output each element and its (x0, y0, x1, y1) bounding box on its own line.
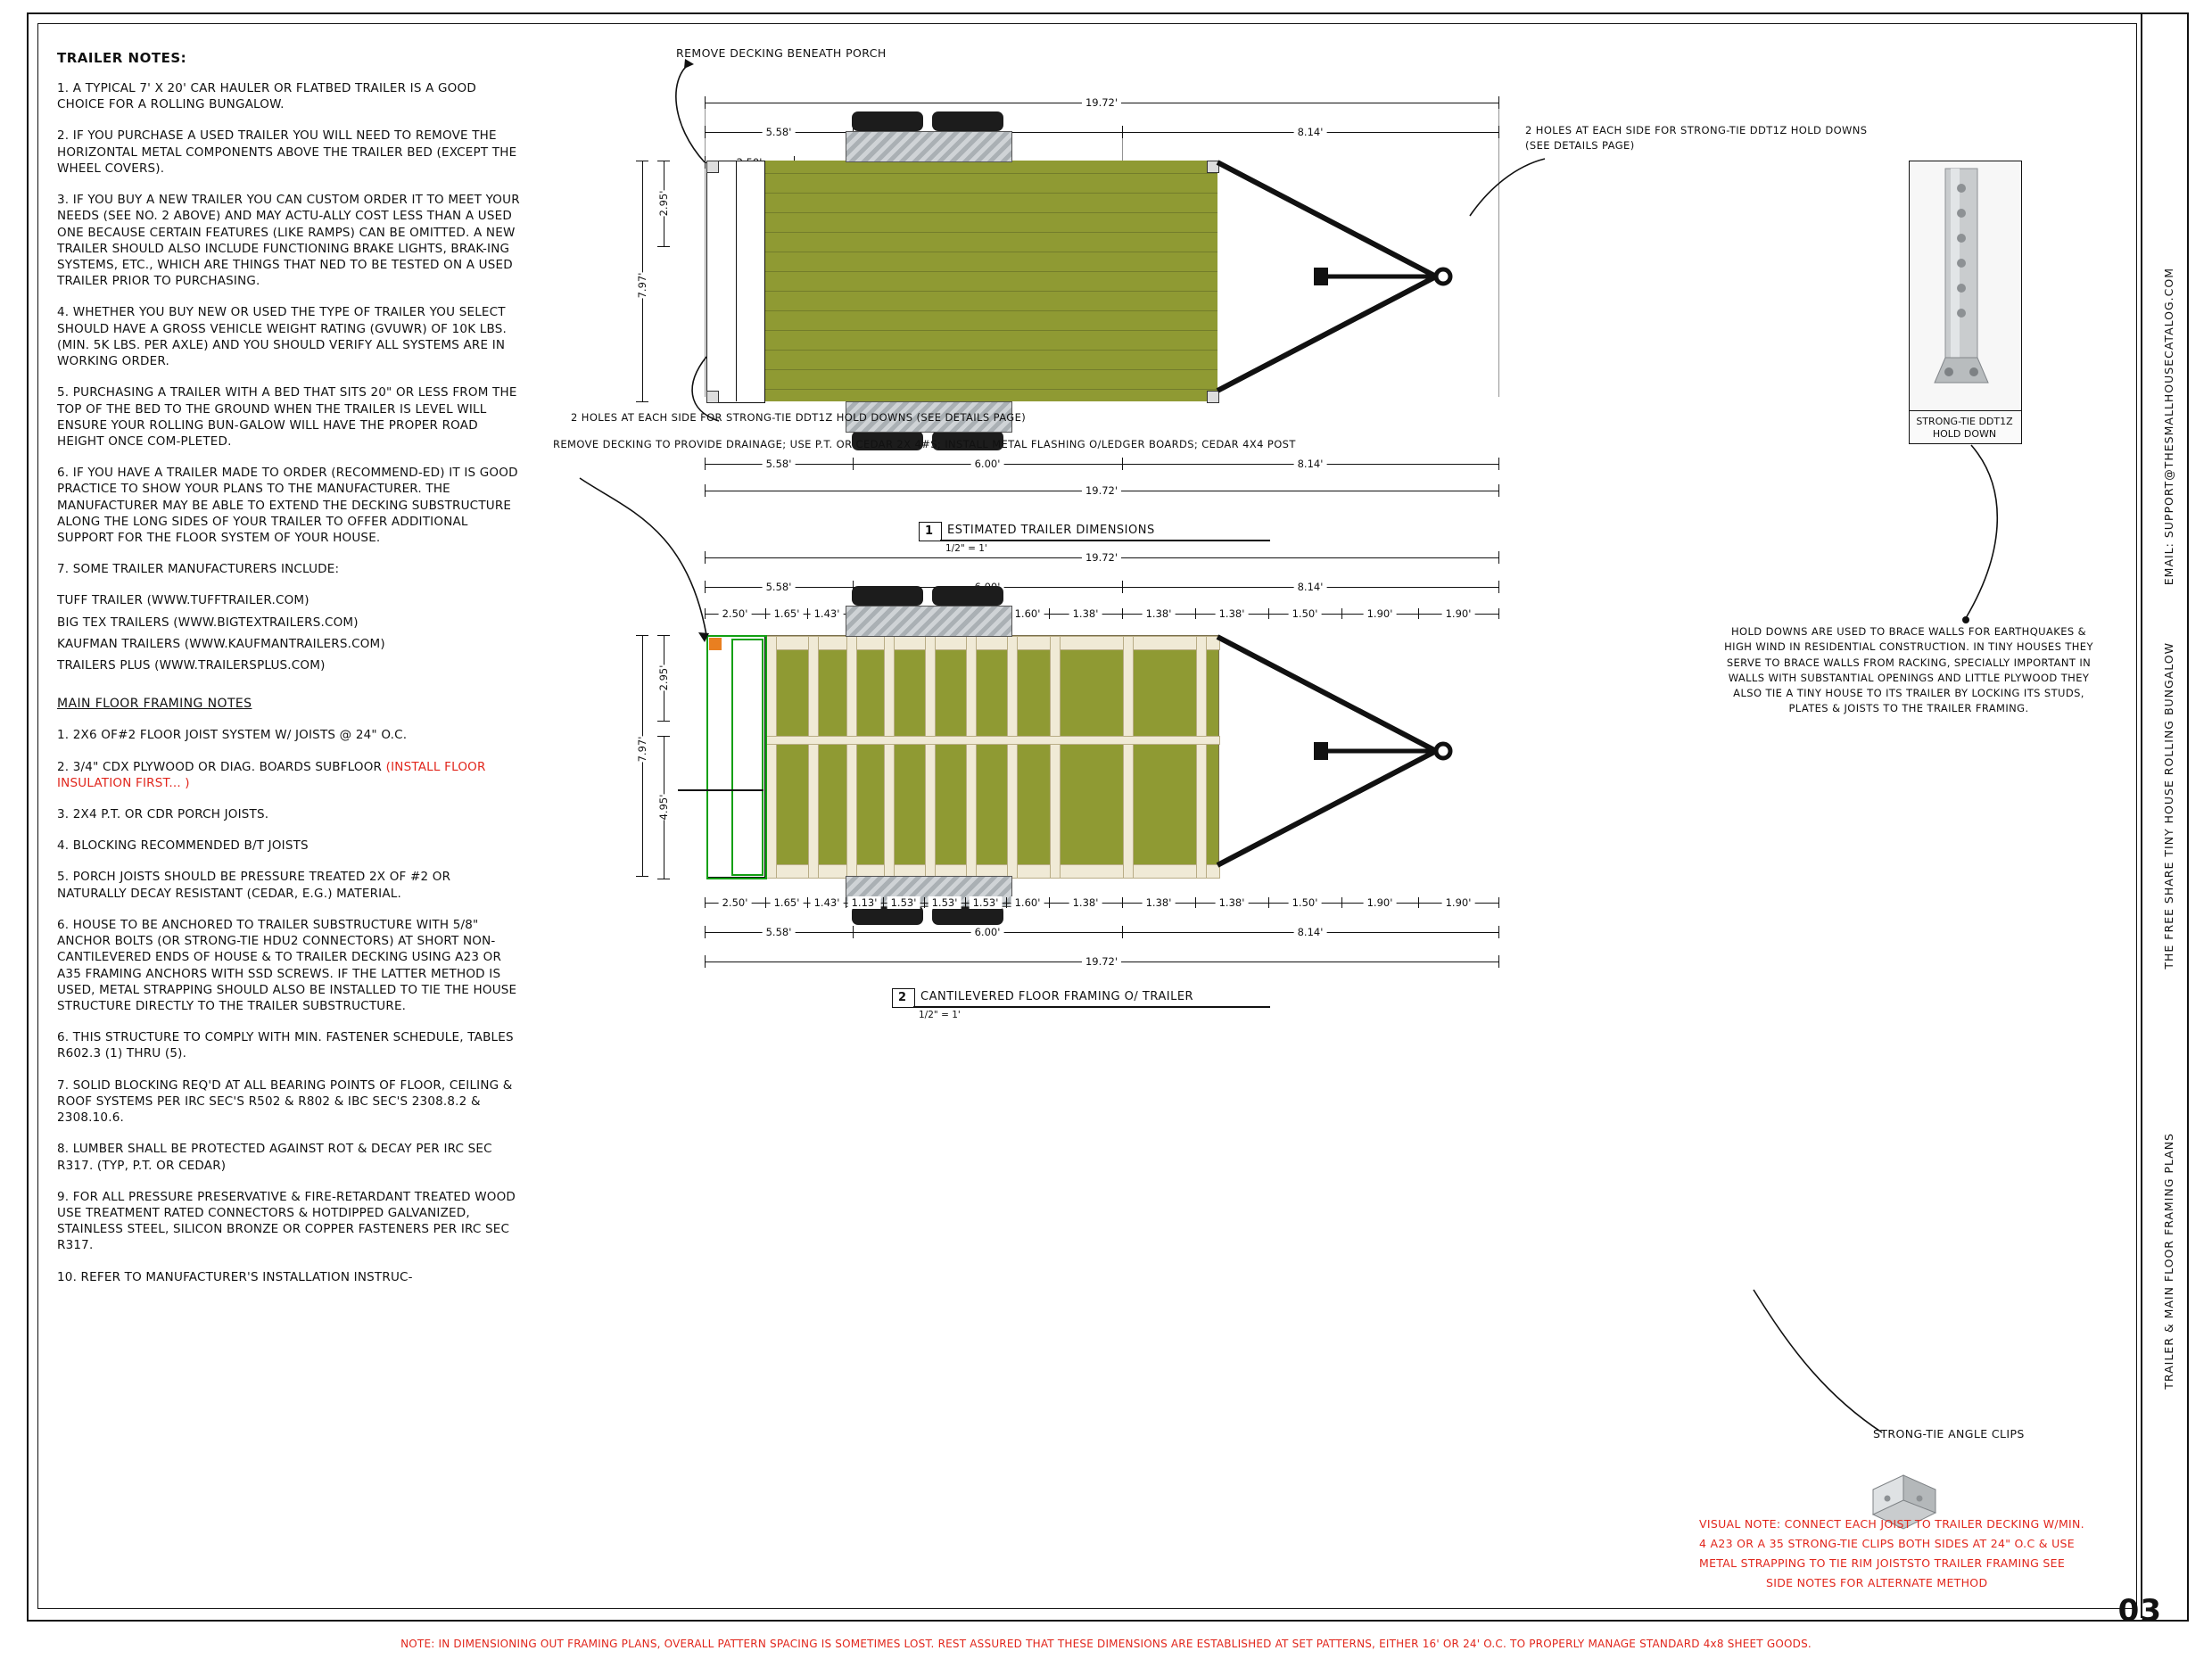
dim2-sp-9: 1.38' (1069, 607, 1102, 620)
wheel-assembly-top (846, 131, 1012, 162)
dim2b-sp-11: 1.38' (1216, 896, 1249, 909)
dim2b-sp-4: 1.13' (848, 896, 881, 909)
fender2-top-right (932, 586, 1003, 606)
dim2-left-1: 2.95' (654, 665, 673, 691)
detail-2-scale: 1/2" = 1' (919, 1010, 961, 1020)
dim2b-sp-10: 1.38' (1143, 896, 1176, 909)
dim-bottom-3: 8.14' (1294, 458, 1327, 470)
dim2b-sp-8: 1.60' (1011, 896, 1044, 909)
rail-project: THE FREE SHARE TINY HOUSE ROLLING BUNGALOW (2162, 642, 2175, 970)
framing-note-7: 7. SOLID BLOCKING REQ'D AT ALL BEARING POINTS OF FLOOR, CEILING & ROOF SYSTEMS PER IRC SEC'S R502 & R802 & IBC SEC'S 2308.8.2 & 2308.10.6. (57, 1077, 513, 1126)
framing-note-5: 5. PORCH JOISTS SHOULD BE PRESSURE TREATED 2X OF #2 OR NATURALLY DECAY RESISTANT (CEDAR, E.G.) MATERIAL. (57, 870, 451, 901)
rail-sheet-title: TRAILER & MAIN FLOOR FRAMING PLANS (2162, 1133, 2175, 1390)
dim2b-sp-5: 1.53' (887, 896, 920, 909)
trailer-note-2: 2. IF YOU PURCHASE A USED TRAILER YOU WILL NEED TO REMOVE THE HORIZONTAL METAL COMPONENTS ABOVE THE TRAILER BED (EXCEPT THE WHEEL COVERS). (57, 128, 517, 176)
sheet-number: 03 (2117, 1593, 2162, 1629)
framing-note-9: 9. FOR ALL PRESSURE PRESERVATIVE & FIRE-RETARDANT TREATED WOOD USE TREATMENT RATED CONNECTORS & HOTDIPPED GALVANIZED, STAINLESS STEEL, SILICON BRONZE OR COPPER FASTENERS PER IRC SEC R317. (57, 1189, 516, 1253)
dim-top-chain (705, 132, 1498, 133)
hold-down-caption (1909, 416, 2020, 441)
framing-note-8: 8. LUMBER SHALL BE PROTECTED AGAINST ROT & DECAY PER IRC SEC R317. (TYP, P.T. OR CEDAR) (57, 1142, 492, 1173)
dim2-top-overall: 19.72' (1082, 551, 1121, 564)
trailer-note-4: 4. WHETHER YOU BUY NEW OR USED THE TYPE OF TRAILER YOU SELECT SHOULD HAVE A GROSS VEHICLE WEIGHT RATING (GVUWR) OF 10K LBS. (MIN. 5K LBS. PER AXLE) AND YOU SHOULD VERIFY ALL SYSTEMS ARE IN WORKING ORDER. (57, 305, 507, 369)
dim2-top-1: 5.58' (763, 581, 796, 593)
dim2b-sp-2: 1.65' (771, 896, 804, 909)
fender2-top-left (852, 586, 923, 606)
dim2b-sp-6: 1.53' (929, 896, 962, 909)
dim2b-sp-3: 1.43' (811, 896, 844, 909)
dim-bottom-chain (705, 464, 1498, 465)
hold-down-photo (1909, 161, 2022, 412)
hold-down-note: HOLD DOWNS ARE USED TO BRACE WALLS FOR EARTHQUAKES & HIGH WIND IN RESIDENTIAL CONSTRUCTION. IN TINY HOUSES THEY SERVE TO BRACE WALLS FROM RACKING, SPECIALLY IMPORTANT IN WALLS WITH SUBSTANTIAL OPENINGS AND LITTLE PLYWOOD THEY ALSO TIE A TINY HOUSE TO ITS TRAILER BY LOCKING ITS STUDS, PLATES & JOISTS TO THE TRAILER FRAMING. (1724, 625, 2093, 715)
hold-down-caption-line2: HOLD DOWN (1932, 427, 1997, 440)
dim-bottom-1: 5.58' (763, 458, 796, 470)
dim2-sp-14: 1.90' (1442, 607, 1475, 620)
dim2-bot-2: 6.00' (971, 926, 1004, 938)
manufacturer-3: KAUFMAN TRAILERS (WWW.KAUFMANTRAILERS.COM) (57, 636, 385, 651)
framing-note-6b: 6. THIS STRUCTURE TO COMPLY WITH MIN. FASTENER SCHEDULE, TABLES R602.3 (1) THRU (5). (57, 1030, 514, 1061)
dim2-sp-12: 1.50' (1289, 607, 1322, 620)
dim2-bottom-chain (705, 932, 1498, 933)
framing-note-6: 6. HOUSE TO BE ANCHORED TO TRAILER SUBSTRUCTURE WITH 5/8" ANCHOR BOLTS (OR STRONG-TIE HDU2 CONNECTORS) AT SHORT NON-CANTILEVERED ENDS OF HOUSE & TO TRAILER DECKING USING A23 OR A35 FRAMING ANCHORS WITH SSD SCREWS. IF THE LATTER METHOD IS USED, METAL STRAPPING SHOULD ALSO BE INSTALLED TO TIE THE HOUSE STRUCTURE DIRECTLY TO THE TRAILER SUBSTRUCTURE. (57, 917, 517, 1013)
footer-note: NOTE: IN DIMENSIONING OUT FRAMING PLANS, OVERALL PATTERN SPACING IS SOMETIMES LOST. REST ASSURED THAT THESE DIMENSIONS ARE ESTABLISHED AT SET PATTERNS, EITHER 16' OR 24' O.C. TO PROPERLY MANAGE STANDARD 4x8 SHEET GOODS. (400, 1638, 1812, 1650)
visual-note-line-1: VISUAL NOTE: CONNECT EACH JOIST TO TRAILER DECKING W/MIN. (1699, 1517, 2084, 1531)
dim2-sp-13: 1.90' (1364, 607, 1397, 620)
hold-down-caption-line1: STRONG-TIE DDT1Z (1916, 416, 2013, 427)
dim2-sp-1: 2.50' (719, 607, 752, 620)
visual-note-line-3: METAL STRAPPING TO TIE RIM JOISTSTO TRAILER FRAMING SEE (1699, 1556, 2066, 1570)
fender-top-left (852, 111, 923, 131)
framing-note-2-red: (INSTALL FLOOR INSULATION FIRST... ) (57, 759, 486, 790)
wheel2-top (846, 606, 1012, 637)
detail-2-title: CANTILEVERED FLOOR FRAMING O/ TRAILER (920, 990, 1194, 1003)
framing-note-2 (57, 759, 521, 791)
trailer-note-7: 7. SOME TRAILER MANUFACTURERS INCLUDE: (57, 562, 340, 577)
dim2-bot-overall: 19.72' (1082, 955, 1121, 968)
dim2-top-chain (705, 587, 1498, 588)
framing-note-1: 1. 2X6 OF#2 FLOOR JOIST SYSTEM W/ JOISTS @ 24" O.C. (57, 728, 408, 743)
trailer-tongue-2 (1213, 626, 1481, 885)
trailer-note-1: 1. A TYPICAL 7' X 20' CAR HAULER OR FLATBED TRAILER IS A GOOD CHOICE FOR A ROLLING BUNGALOW. (57, 81, 476, 112)
visual-note-line-4: SIDE NOTES FOR ALTERNATE METHOD (1766, 1576, 1988, 1589)
dim-left-1: 2.95' (654, 191, 673, 217)
angle-clip-leader (1748, 1284, 1891, 1445)
floor-frame (706, 635, 1219, 878)
trailer-note-3: 3. IF YOU BUY A NEW TRAILER YOU CAN CUSTOM ORDER IT TO MEET YOUR NEEDS (SEE NO. 2 ABOVE) AND MAY ACTU-ALLY COST LESS THAN A USED ONE BECAUSE CERTAIN FEATURES (LIKE RAMPS) CAN BE OMITTED. A NEW TRAILER SHOULD ALSO INCLUDE FUNCTIONING BRAKE LIGHTS, BRAK-ING SYSTEMS, ETC., WHICH ARE THINGS THAT NED TO BE TESTED ON A USED TRAILER PRIOR TO PURCHASING. (57, 193, 520, 289)
porch-joists-highlight (731, 639, 763, 876)
hold-down-leader (1953, 442, 2069, 629)
trailer-tongue (1213, 152, 1481, 410)
dim2-left-3: 4.95' (654, 795, 673, 821)
dim2b-sp-7: 1.53' (970, 896, 1003, 909)
dim2b-sp-12: 1.50' (1289, 896, 1322, 909)
dim2-sp-2: 1.65' (771, 607, 804, 620)
trailer-notes-title: TRAILER NOTES: (57, 50, 187, 66)
rail-email: EMAIL: SUPPORT@THESMALLHOUSECATALOG.COM (2162, 268, 2175, 586)
fender-top-right (932, 111, 1003, 131)
dim2-sp-10: 1.38' (1143, 607, 1176, 620)
detail-1-scale: 1/2" = 1' (945, 543, 987, 554)
dim-top-overall-label: 19.72' (1082, 96, 1121, 109)
framing-note-2-text: 2. 3/4" CDX PLYWOOD OR DIAG. BOARDS SUBFLOOR (57, 759, 383, 774)
manufacturer-1: TUFF TRAILER (WWW.TUFFTRAILER.COM) (57, 593, 310, 608)
framing-note-10: 10. REFER TO MANUFACTURER'S INSTALLATION INSTRUC- (57, 1269, 413, 1284)
dim-top-3: 8.14' (1294, 126, 1327, 138)
trailer-deck (763, 161, 1217, 401)
dim2-left-2: 7.97' (632, 737, 652, 763)
angle-clip-label: STRONG-TIE ANGLE CLIPS (1873, 1427, 2025, 1440)
visual-note-line-2: 4 A23 OR A 35 STRONG-TIE CLIPS BOTH SIDES AT 24" O.C & USE (1699, 1537, 2075, 1550)
dim2b-sp-1: 2.50' (719, 896, 752, 909)
callout-drainage: REMOVE DECKING TO PROVIDE DRAINAGE; USE P.T. OR CEDAR 2X 4#S; INSTALL METAL FLASHING O/LEDGER BOARDS; CEDAR 4X4 POST (553, 438, 1296, 450)
dim-top-1: 5.58' (763, 126, 796, 138)
detail-2-number: 2 (898, 991, 907, 1004)
dim-left-2: 7.97' (632, 273, 652, 299)
detail-1-number: 1 (925, 524, 934, 538)
manufacturer-2: BIG TEX TRAILERS (WWW.BIGTEXTRAILERS.COM) (57, 615, 359, 630)
dim2-bot-1: 5.58' (763, 926, 796, 938)
callout-remove-decking: REMOVE DECKING BENEATH PORCH (676, 46, 887, 60)
dim2-sp-11: 1.38' (1216, 607, 1249, 620)
dim2-sp-3: 1.43' (811, 607, 844, 620)
dim-bottom-2: 6.00' (971, 458, 1004, 470)
trailer-note-5: 5. PURCHASING A TRAILER WITH A BED THAT SITS 20" OR LESS FROM THE TOP OF THE BED TO THE GROUND WHEN THE TRAILER IS LEVEL WILL ENSURE YOUR ROLLING BUN-GALOW WILL HAVE THE PROPER ROAD HEIGHT ONCE COM-PLETED. (57, 385, 517, 449)
framing-note-4: 4. BLOCKING RECOMMENDED B/T JOISTS (57, 838, 309, 854)
dim2b-sp-9: 1.38' (1069, 896, 1102, 909)
dim-bottom-overall-label: 19.72' (1082, 484, 1121, 497)
detail-1-title: ESTIMATED TRAILER DIMENSIONS (947, 524, 1155, 537)
callout-holes-right: 2 HOLES AT EACH SIDE FOR STRONG-TIE DDT1Z HOLD DOWNS (SEE DETAILS PAGE) (1525, 124, 1868, 152)
manufacturer-4: TRAILERS PLUS (WWW.TRAILERSPLUS.COM) (57, 658, 326, 673)
trailer-note-6: 6. IF YOU HAVE A TRAILER MADE TO ORDER (RECOMMEND-ED) IT IS GOOD PRACTICE TO SHOW YOUR PLANS TO THE MANUFACTURER. THE MANUFACTURER MAY BE ABLE TO EXTEND THE DECKING SUBSTRUCTURE ALONG THE LONG SIDES OF YOUR TRAILER TO OFFER ADDITIONAL SUPPORT FOR THE FLOOR SYSTEM OF YOUR HOUSE. (57, 466, 518, 546)
dim2b-sp-14: 1.90' (1442, 896, 1475, 909)
dim2-sp-8: 1.60' (1011, 607, 1044, 620)
dim2-top-3: 8.14' (1294, 581, 1327, 593)
dim2-bot-3: 8.14' (1294, 926, 1327, 938)
ledger-line (678, 789, 763, 791)
callout-holes-left: 2 HOLES AT EACH SIDE FOR STRONG-TIE DDT1Z HOLD DOWNS (SEE DETAILS PAGE) (571, 411, 1027, 424)
framing-notes-title: MAIN FLOOR FRAMING NOTES (57, 697, 252, 712)
dim2b-sp-13: 1.90' (1364, 896, 1397, 909)
notes-column (57, 50, 521, 1300)
framing-note-3: 3. 2X4 P.T. OR CDR PORCH JOISTS. (57, 807, 269, 821)
